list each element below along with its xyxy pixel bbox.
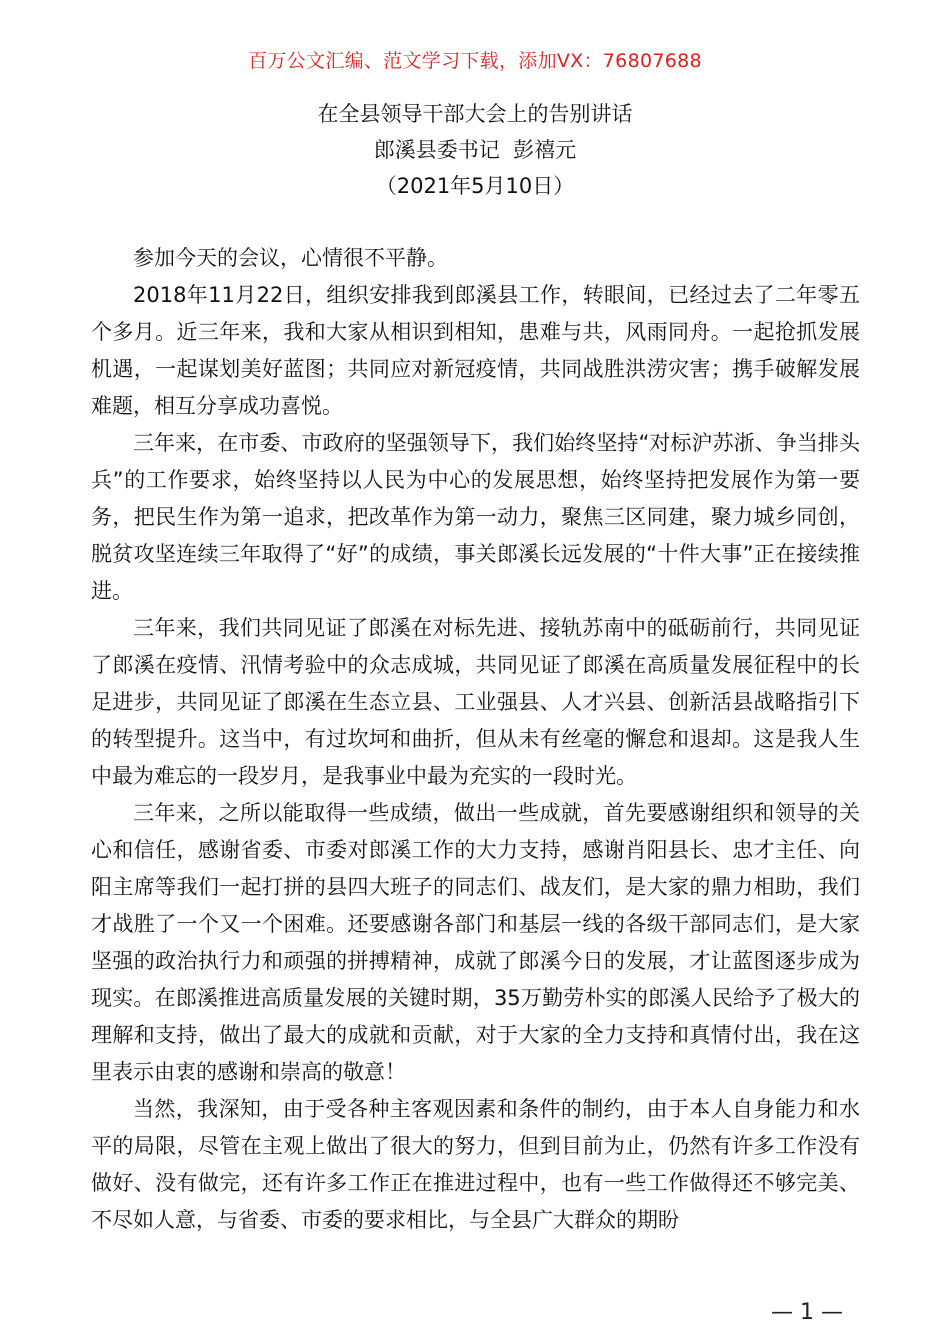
speech-date: （2021年5月10日）: [375, 174, 575, 198]
body-paragraph: 三年来，在市委、市政府的坚强领导下，我们始终坚持“对标沪苏浙、争当排头兵”的工作要求，始终坚持以人民为中心的发展思想，始终坚持把发展作为第一要务，把民生作为第一追求，把改革作为第一动力，聚焦三区同建，聚力城乡同创，脱贫攻坚连续三年取得了“好”的成绩，事关郎溪长远发展的“十件大事”正在接续推进。: [91, 431, 860, 603]
body-paragraph: 三年来，我们共同见证了郎溪在对标先进、接轨苏南中的砥砺前行，共同见证了郎溪在疫情、汛情考验中的众志成城，共同见证了郎溪在高质量发展征程中的长足进步，共同见证了郎溪在生态立县、工业强县、人才兴县、创新活县战略指引下的转型提升。这当中，有过坎坷和曲折，但从未有丝毫的懈怠和退却。这是我人生中最为难忘的一段岁月，是我事业中最为充实的一段时光。: [91, 616, 860, 788]
body-paragraph: 2018年11月22日，组织安排我到郎溪县工作，转眼间，已经过去了二年零五个多月。近三年来，我和大家从相识到相知，患难与共，风雨同舟。一起抢抓发展机遇，一起谋划美好蓝图；共同应对新冠疫情，共同战胜洪涝灾害；携手破解发展难题，相互分享成功喜悦。: [91, 283, 860, 418]
speech-title: 在全县领导干部大会上的告别讲话: [317, 102, 633, 126]
title-block: [0, 96, 950, 204]
speech-author: 郎溪县委书记 彭禧元: [373, 138, 577, 162]
page-number: — 1 —: [771, 1300, 843, 1325]
header-watermark-note: 百万公文汇编、范文学习下载，添加VX：76807688: [248, 50, 702, 72]
body-paragraph: 参加今天的会议，心情很不平静。: [133, 246, 448, 270]
body-paragraph: 当然，我深知，由于受各种主客观因素和条件的制约，由于本人自身能力和水平的局限，尽管在主观上做出了很大的努力，但到目前为止，仍然有许多工作没有做好、没有做完，还有许多工作正在推进过程中，也有一些工作做得还不够完美、不尽如人意，与省委、市委的要求相比，与全县广大群众的期盼: [91, 1097, 860, 1232]
body-paragraph: 三年来，之所以能取得一些成绩，做出一些成就，首先要感谢组织和领导的关心和信任，感谢省委、市委对郎溪工作的大力支持，感谢肖阳县长、忠才主任、向阳主席等我们一起打拼的县四大班子的同志们、战友们，是大家的鼎力相助，我们才战胜了一个又一个困难。还要感谢各部门和基层一线的各级干部同志们，是大家坚强的政治执行力和顽强的拼搏精神，成就了郎溪今日的发展，才让蓝图逐步成为现实。在郎溪推进高质量发展的关键时期，35万勤劳朴实的郎溪人民给予了极大的理解和支持，做出了最大的成就和贡献，对于大家的全力支持和真情付出，我在这里表示由衷的感谢和崇高的敬意！: [91, 801, 860, 1084]
speech-body: [91, 240, 860, 1239]
